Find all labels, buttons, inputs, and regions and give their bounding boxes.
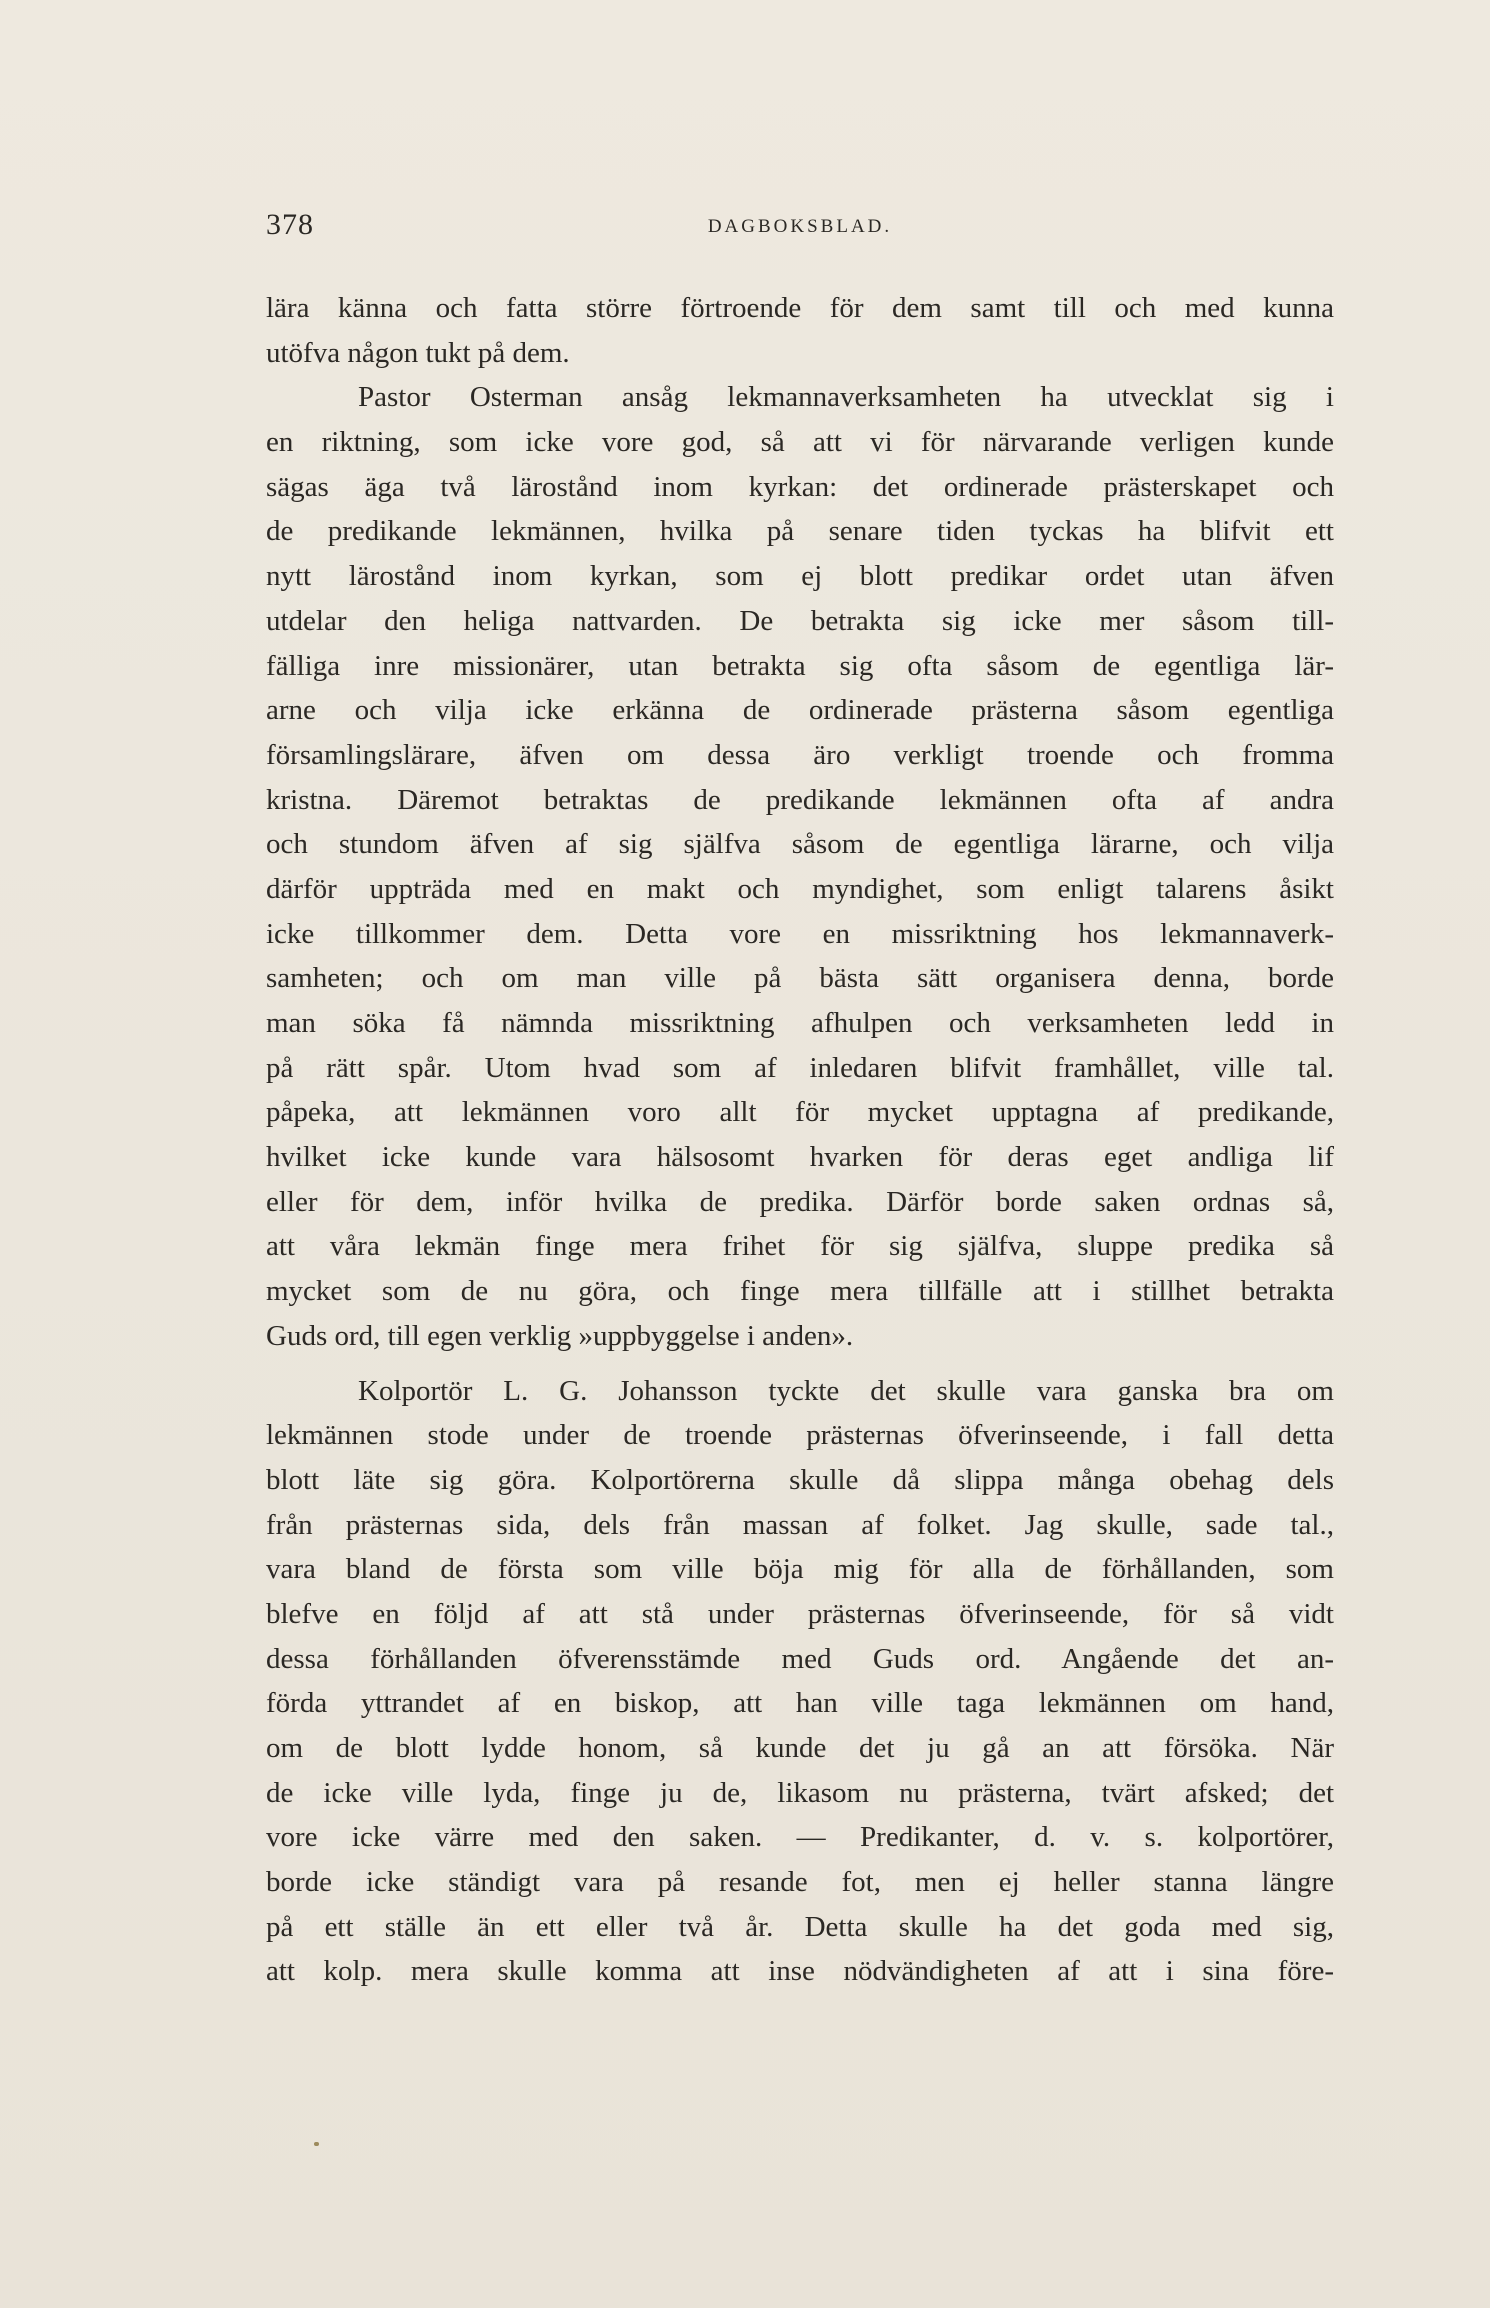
text-line: på rätt spår. Utom hvad som af inledaren blifvit framhållet, ville tal.	[266, 1051, 1334, 1084]
text-line: att våra lekmän finge mera frihet för sig själfva, sluppe predika så	[266, 1230, 1334, 1263]
text-line: icke tillkommer dem. Detta vore en missriktning hos lekmannaverk-	[266, 917, 1334, 950]
text-line: från prästernas sida, dels från massan af folket. Jag skulle, sade tal.,	[266, 1508, 1334, 1541]
text-line: om de blott lydde honom, så kunde det ju gå an att försöka. När	[266, 1732, 1334, 1764]
text-line: lära känna och fatta större förtroende för dem samt till och med kunna	[266, 292, 1334, 324]
text-line: vore icke värre med den saken. — Predikanter, d. v. s. kolportörer,	[266, 1821, 1334, 1854]
text-line: fälliga inre missionärer, utan betrakta sig ofta såsom de egentliga lär-	[266, 649, 1334, 682]
text-line: Kolportör L. G. Johansson tyckte det skulle vara ganska bra om	[358, 1374, 1334, 1407]
page-number: 378	[266, 208, 314, 241]
text-line: eller för dem, inför hvilka de predika. Därför borde saken ordnas så,	[266, 1185, 1334, 1218]
page-header	[266, 208, 1334, 248]
text-line: arne och vilja icke erkänna de ordinerade prästerna såsom egentliga	[266, 694, 1334, 727]
text-line: sägas äga två lärostånd inom kyrkan: det ordinerade prästerskapet och	[266, 470, 1334, 503]
text-line: borde icke ständigt vara på resande fot, men ej heller stanna längre	[266, 1866, 1334, 1899]
ink-speck	[314, 2142, 319, 2146]
text-line: förda yttrandet af en biskop, att han ville taga lekmännen om hand,	[266, 1687, 1334, 1720]
text-line: blott läte sig göra. Kolportörerna skulle då slippa många obehag dels	[266, 1463, 1334, 1496]
text-line: och stundom äfven af sig själfva såsom de egentliga lärarne, och vilja	[266, 828, 1334, 861]
text-line: dessa förhållanden öfverensstämde med Guds ord. Angående det an-	[266, 1642, 1334, 1675]
running-head: DAGBOKSBLAD.	[707, 216, 893, 237]
text-line: man söka få nämnda missriktning afhulpen och verksamheten ledd in	[266, 1007, 1334, 1039]
text-line: på ett ställe än ett eller två år. Detta skulle ha det goda med sig,	[266, 1910, 1334, 1943]
text-line: mycket som de nu göra, och finge mera tillfälle att i stillhet betrakta	[266, 1275, 1334, 1308]
text-line: vara bland de första som ville böja mig för alla de förhållanden, som	[266, 1553, 1334, 1586]
text-line: blefve en följd af att stå under prästernas öfverinseende, för så vidt	[266, 1597, 1334, 1630]
text-line: de predikande lekmännen, hvilka på senare tiden tyckas ha blifvit ett	[266, 515, 1334, 548]
text-line: påpeka, att lekmännen voro allt för mycket upptagna af predikande,	[266, 1096, 1334, 1129]
text-line: församlingslärare, äfven om dessa äro verkligt troende och fromma	[266, 738, 1334, 771]
text-line: de icke ville lyda, finge ju de, likasom nu prästerna, tvärt afsked; det	[266, 1776, 1334, 1809]
text-line: hvilket icke kunde vara hälsosomt hvarken för deras eget andliga lif	[266, 1141, 1334, 1174]
text-line: Guds ord, till egen verklig »uppbyggelse i anden».	[266, 1319, 854, 1352]
text-line: utdelar den heliga nattvarden. De betrakta sig icke mer såsom till-	[266, 604, 1334, 637]
text-line: kristna. Däremot betraktas de predikande lekmännen ofta af andra	[266, 783, 1334, 816]
text-line: nytt lärostånd inom kyrkan, som ej blott predikar ordet utan äfven	[266, 560, 1334, 593]
text-line: lekmännen stode under de troende prästernas öfverinseende, i fall detta	[266, 1419, 1334, 1452]
text-line: utöfva någon tukt på dem.	[266, 336, 570, 369]
text-line: därför uppträda med en makt och myndighet, som enligt talarens åsikt	[266, 872, 1334, 905]
text-line: Pastor Osterman ansåg lekmannaverksamheten ha utvecklat sig i	[358, 381, 1334, 414]
text-line: en riktning, som icke vore god, så att vi för närvarande verligen kunde	[266, 426, 1334, 459]
text-line: att kolp. mera skulle komma att inse nödvändigheten af att i sina före-	[266, 1955, 1334, 1988]
text-line: samheten; och om man ville på bästa sätt organisera denna, borde	[266, 962, 1334, 995]
body-text	[266, 286, 1334, 1994]
